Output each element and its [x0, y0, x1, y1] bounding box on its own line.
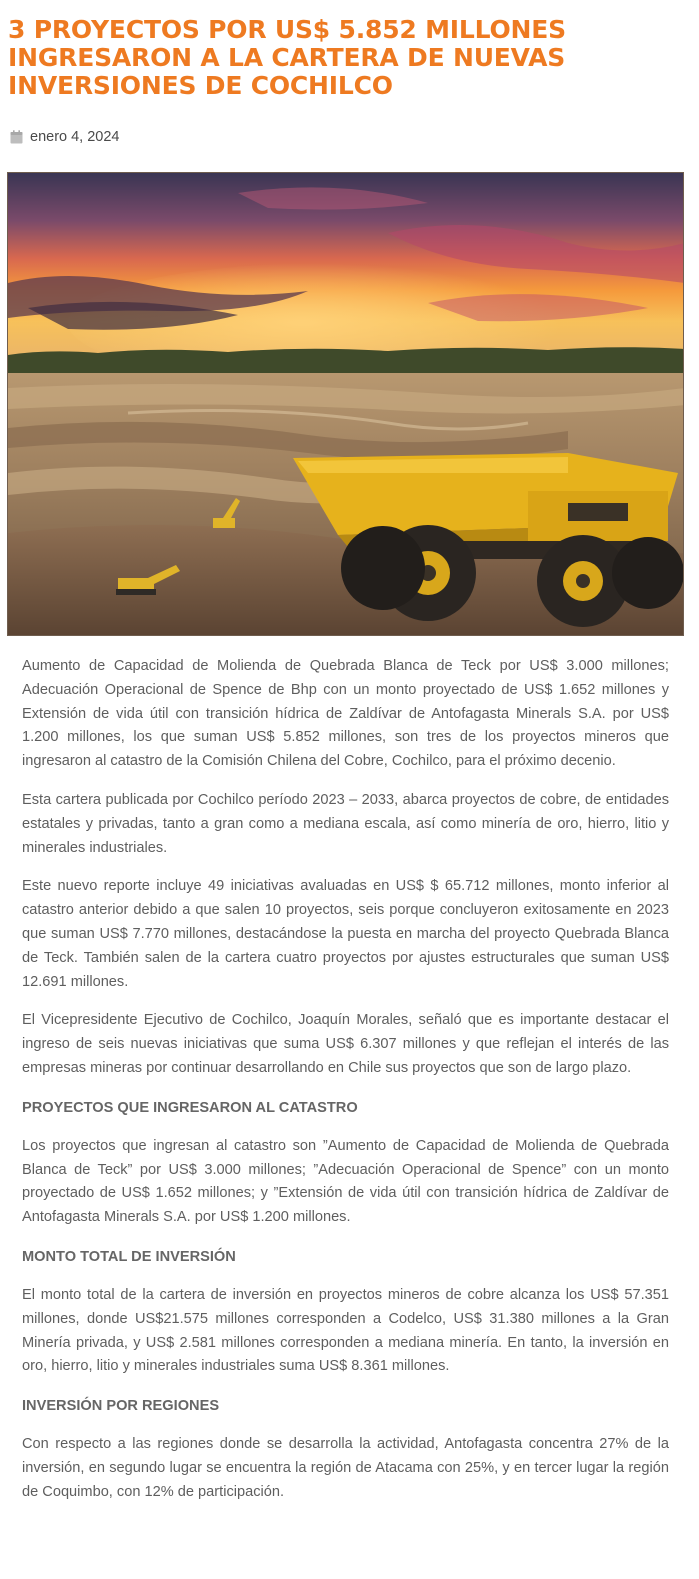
hero-image [7, 172, 684, 636]
paragraph-7: Con respecto a las regiones donde se desarrolla la actividad, Antofagasta concentra 27% de la inversión, en segundo lugar se encuentra la región de Atacama con 25%, y en tercer lugar la región de Coquimbo, con 12% de participación. [22, 1436, 669, 1500]
post-meta [10, 127, 120, 147]
section-heading-projects: PROYECTOS QUE INGRESARON AL CATASTRO [22, 1099, 358, 1116]
paragraph-2: Esta cartera publicada por Cochilco período 2023 – 2033, abarca proyectos de cobre, de entidades estatales y privadas, tanto a gran como a mediana escala, así como minería de oro, hierro, litio y minerales industriales. [22, 791, 669, 856]
article-title [8, 16, 668, 100]
title-line-3: INVERSIONES DE COCHILCO [8, 71, 393, 100]
calendar-icon [10, 130, 23, 144]
post-date: enero 4, 2024 [30, 129, 120, 145]
section-heading-total-investment: MONTO TOTAL DE INVERSIÓN [22, 1248, 236, 1265]
paragraph-1: Aumento de Capacidad de Molienda de Quebrada Blanca de Teck por US$ 3.000 millones; Adecuación Operacional de Spence de Bhp con un monto proyectado de US$ 1.652 millones y Extensión de vida útil con transición hídrica de Zaldívar de Antofagasta Minerals S.A. por US$ 1.200 millones, los que suman US$ 5.852 millones, son tres de los proyectos mineros que ingresaron al catastro de la Comisión Chilena del Cobre, Cochilco, para el próximo decenio. [22, 658, 669, 770]
paragraph-6: El monto total de la cartera de inversión en proyectos mineros de cobre alcanza los US$ 57.351 millones, donde US$21.575 millones corresponden a Codelco, US$ 31.380 millones a la Gran Minería privada, y US$ 2.581 millones corresponden a mediana minería. En tanto, la inversión en oro, hierro, litio y minerales industriales suma US$ 8.361 millones. [22, 1286, 669, 1375]
article-body [22, 655, 669, 1520]
title-line-2: INGRESARON A LA CARTERA DE NUEVAS [8, 43, 566, 72]
title-line-1: 3 PROYECTOS POR US$ 5.852 MILLONES [8, 15, 566, 44]
paragraph-5: Los proyectos que ingresan al catastro son ”Aumento de Capacidad de Molienda de Quebrada Blanca de Teck” por US$ 3.000 millones; ”Adecuación Operacional de Spence” con un monto proyectado de US$ 1.652 millones; y ”Extensión de vida útil con transición hídrica de Zaldívar de Antofagasta Minerals S.A. por US$ 1.200 millones. [22, 1137, 669, 1226]
paragraph-3: Este nuevo reporte incluye 49 iniciativas avaluadas en US$ $ 65.712 millones, monto inferior al catastro anterior debido a que salen 10 proyectos, seis porque concluyeron exitosamente en 2023 que suman US$ 7.770 millones, destacándose la puesta en marcha del proyecto Quebrada Blanca de Teck. También salen de la cartera cuatro proyectos por ajustes estructurales que suman US$ 12.691 millones. [22, 878, 669, 990]
section-heading-regions: INVERSIÓN POR REGIONES [22, 1398, 220, 1415]
paragraph-4: El Vicepresidente Ejecutivo de Cochilco, Joaquín Morales, señaló que es importante destacar el ingreso de seis nuevas iniciativas que suma US$ 6.307 millones y que reflejan el interés de las empresas mineras por continuar desarrollando en Chile sus proyectos que son de largo plazo. [22, 1012, 669, 1076]
